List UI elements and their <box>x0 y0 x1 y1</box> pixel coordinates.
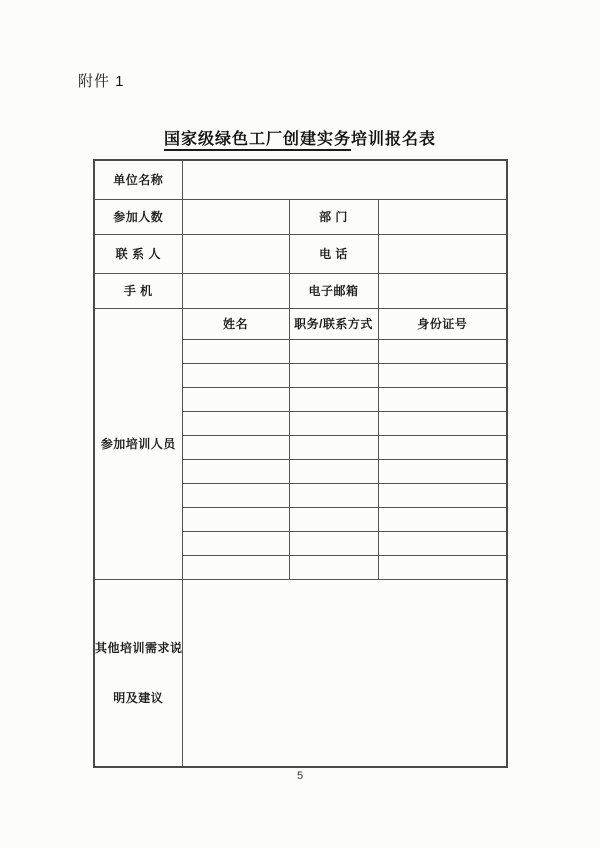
trainee-name-cell <box>182 435 289 459</box>
unit-name-row <box>94 160 507 199</box>
phone-value-cell <box>378 234 507 273</box>
registration-form-table <box>93 159 508 768</box>
other-needs-value-cell <box>182 579 507 767</box>
trainee-name-cell <box>182 459 289 483</box>
trainee-col-header-position: 职务/联系方式 <box>289 308 378 339</box>
page-title-underlined-part: 国家级绿色工厂创建实务 <box>164 131 351 151</box>
page-number: 5 <box>296 770 304 782</box>
contact-person-label: 联 系 人 <box>94 234 182 273</box>
department-label: 部 门 <box>289 199 378 234</box>
trainee-name-cell <box>182 507 289 531</box>
trainee-position-cell <box>289 411 378 435</box>
other-needs-label-line2: 明及建议 <box>113 690 164 705</box>
trainee-position-cell <box>289 531 378 555</box>
trainee-col-header-name: 姓名 <box>182 308 289 339</box>
contact-person-value-cell <box>182 234 289 273</box>
trainees-section-label: 参加培训人员 <box>94 308 182 579</box>
mobile-label: 手 机 <box>94 273 182 308</box>
mobile-row <box>94 273 507 308</box>
other-needs-label <box>94 579 182 767</box>
trainee-id-cell <box>378 555 507 579</box>
trainee-position-cell <box>289 435 378 459</box>
other-needs-row <box>94 579 507 767</box>
trainee-position-cell <box>289 507 378 531</box>
participant-count-value-cell <box>182 199 289 234</box>
trainee-position-cell <box>289 387 378 411</box>
trainee-id-cell <box>378 339 507 363</box>
trainee-id-cell <box>378 507 507 531</box>
trainee-id-cell <box>378 387 507 411</box>
trainee-position-cell <box>289 483 378 507</box>
mobile-value-cell <box>182 273 289 308</box>
trainee-position-cell <box>289 555 378 579</box>
trainee-id-cell <box>378 459 507 483</box>
email-value-cell <box>378 273 507 308</box>
email-label: 电子邮箱 <box>289 273 378 308</box>
page-title <box>0 126 600 149</box>
contact-row <box>94 234 507 273</box>
trainee-id-cell <box>378 531 507 555</box>
trainee-id-cell <box>378 363 507 387</box>
trainee-name-cell <box>182 483 289 507</box>
page-title-rest: 培训报名表 <box>351 131 437 148</box>
participant-count-row <box>94 199 507 234</box>
trainee-position-cell <box>289 459 378 483</box>
trainee-name-cell <box>182 411 289 435</box>
trainee-id-cell <box>378 483 507 507</box>
unit-name-label: 单位名称 <box>94 160 182 199</box>
trainee-id-cell <box>378 435 507 459</box>
trainee-name-cell <box>182 363 289 387</box>
trainee-position-cell <box>289 339 378 363</box>
trainee-name-cell <box>182 555 289 579</box>
trainee-name-cell <box>182 339 289 363</box>
department-value-cell <box>378 199 507 234</box>
phone-label: 电 话 <box>289 234 378 273</box>
trainee-name-cell <box>182 531 289 555</box>
unit-name-value-cell <box>182 160 507 199</box>
trainee-name-cell <box>182 387 289 411</box>
participant-count-label: 参加人数 <box>94 199 182 234</box>
trainee-position-cell <box>289 363 378 387</box>
trainee-id-cell <box>378 411 507 435</box>
attachment-label: 附件 1 <box>78 73 125 90</box>
trainee-header-row <box>94 308 507 339</box>
other-needs-label-line1: 其他培训需求说 <box>95 640 183 655</box>
trainee-col-header-id: 身份证号 <box>378 308 507 339</box>
